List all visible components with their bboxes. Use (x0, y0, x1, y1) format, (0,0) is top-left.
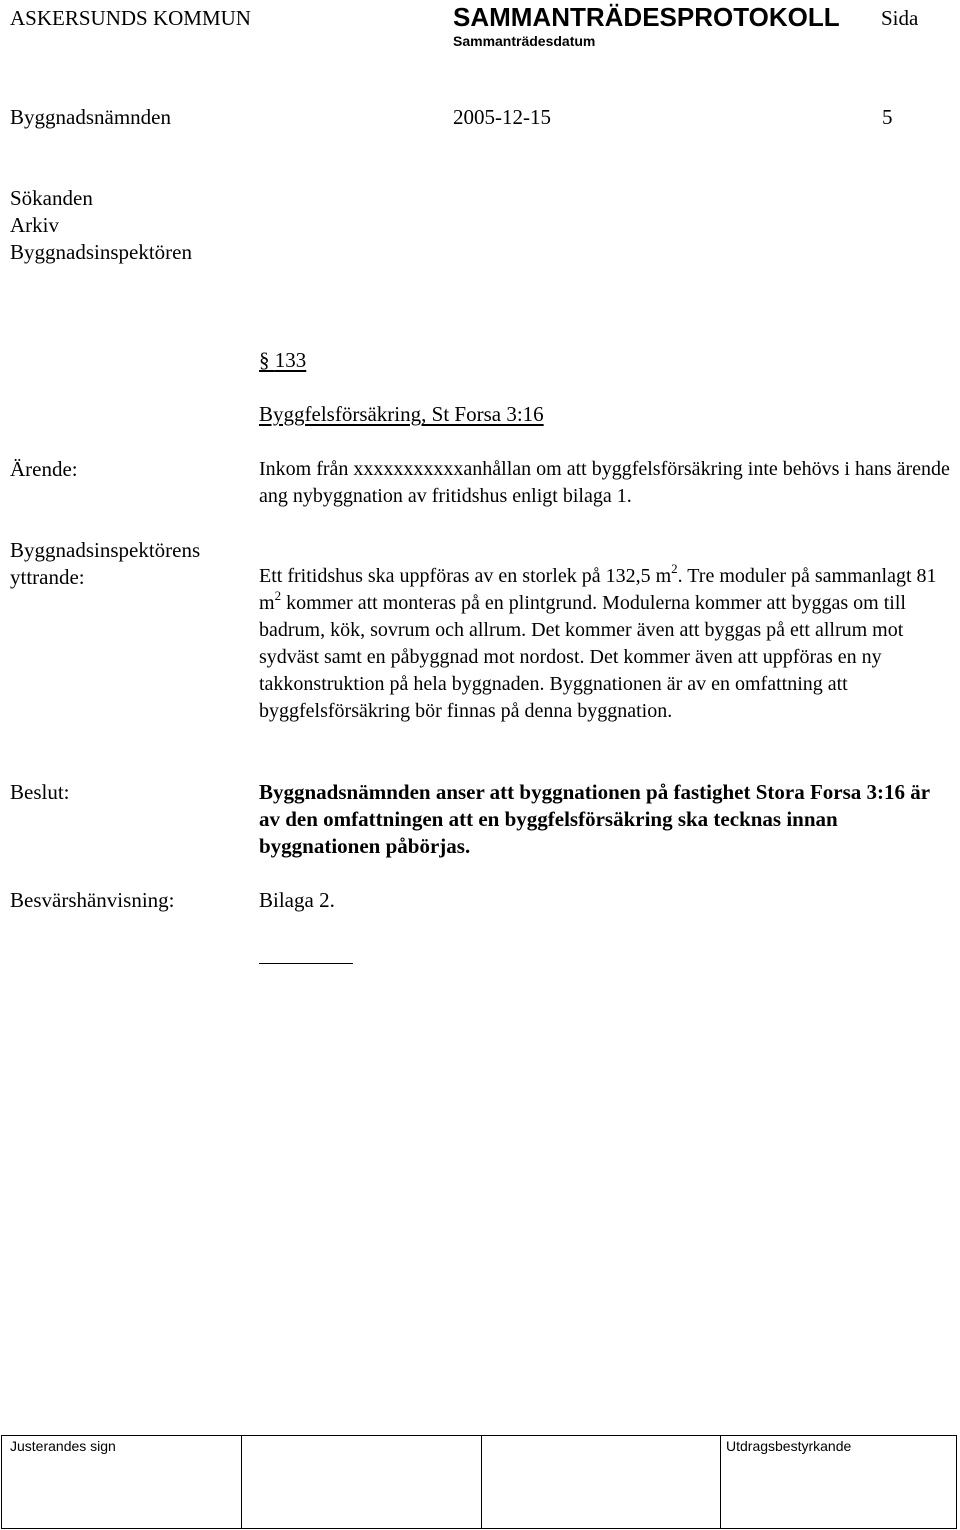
yttrande-label-line1: Byggnadsinspektörens (10, 538, 201, 562)
date-label: Sammanträdesdatum (453, 33, 596, 49)
beslut-label: Beslut: (10, 780, 70, 804)
end-rule (259, 963, 353, 964)
distribution-item: Byggnadsinspektören (10, 240, 192, 264)
page-label: Sida (881, 6, 919, 30)
besvar-label: Besvärshänvisning: (10, 888, 175, 912)
beslut-text: Byggnadsnämnden anser att byggnationen på fastighet Stora Forsa 3:16 är av den omfattningen att en byggfelsförsäkring ska tecknas innan byggnationen påbörjas. (259, 780, 930, 858)
yttrande-text-a: Ett fritidshus ska uppföras av en storlek på 132,5 m (259, 565, 672, 587)
distribution-item: Arkiv (10, 213, 59, 237)
besvar-text: Bilaga 2. (259, 888, 335, 912)
footer-table (1, 1435, 957, 1529)
paragraph-symbol: § (259, 348, 270, 372)
justerandes-sign-label: Justerandes sign (10, 1438, 116, 1454)
superscript-a: 2 (671, 561, 678, 576)
footer-divider (241, 1436, 242, 1528)
footer-divider (720, 1436, 721, 1528)
section-number-value: 133 (274, 348, 307, 372)
yttrande-label-line2: yttrande: (10, 565, 85, 589)
section-number (259, 347, 306, 374)
page-number: 5 (882, 105, 893, 129)
yttrande-text-c: kommer att monteras på en plintgrund. Modulerna kommer att byggas om till badrum, kök, sovrum och allrum. Det kommer även att byggas på ett allrum mot sydväst samt en påbyggnad mot nordost. Det kommer även att uppföras en ny takkonstruktion på hela byggnaden. Byggnationen är av en omfattning att byggfelsförsäkring bör finnas på denna byggnation. (259, 592, 906, 722)
superscript-b: 2 (274, 588, 282, 603)
utdragsbestyrkande-label: Utdragsbestyrkande (726, 1438, 852, 1454)
footer-divider (481, 1436, 482, 1528)
arende-text: Inkom från xxxxxxxxxxxanhållan om att byggfelsförsäkring inte behövs i hans ärende ang nybyggnation av fritidshus enligt bilaga 1. (259, 458, 950, 507)
municipality-name: ASKERSUNDS KOMMUN (10, 6, 251, 30)
yttrande-text-b: . Tre moduler på sammanlagt 81 m (259, 565, 937, 614)
meeting-date: 2005-12-15 (453, 105, 551, 129)
protocol-title: SAMMANTRÄDESPROTOKOLL (453, 2, 840, 32)
arende-label: Ärende: (10, 457, 78, 481)
distribution-item: Sökanden (10, 186, 93, 210)
committee-name: Byggnadsnämnden (10, 105, 171, 129)
yttrande-text (259, 563, 954, 725)
section-title: Byggfelsförsäkring, St Forsa 3:16 (259, 402, 544, 426)
